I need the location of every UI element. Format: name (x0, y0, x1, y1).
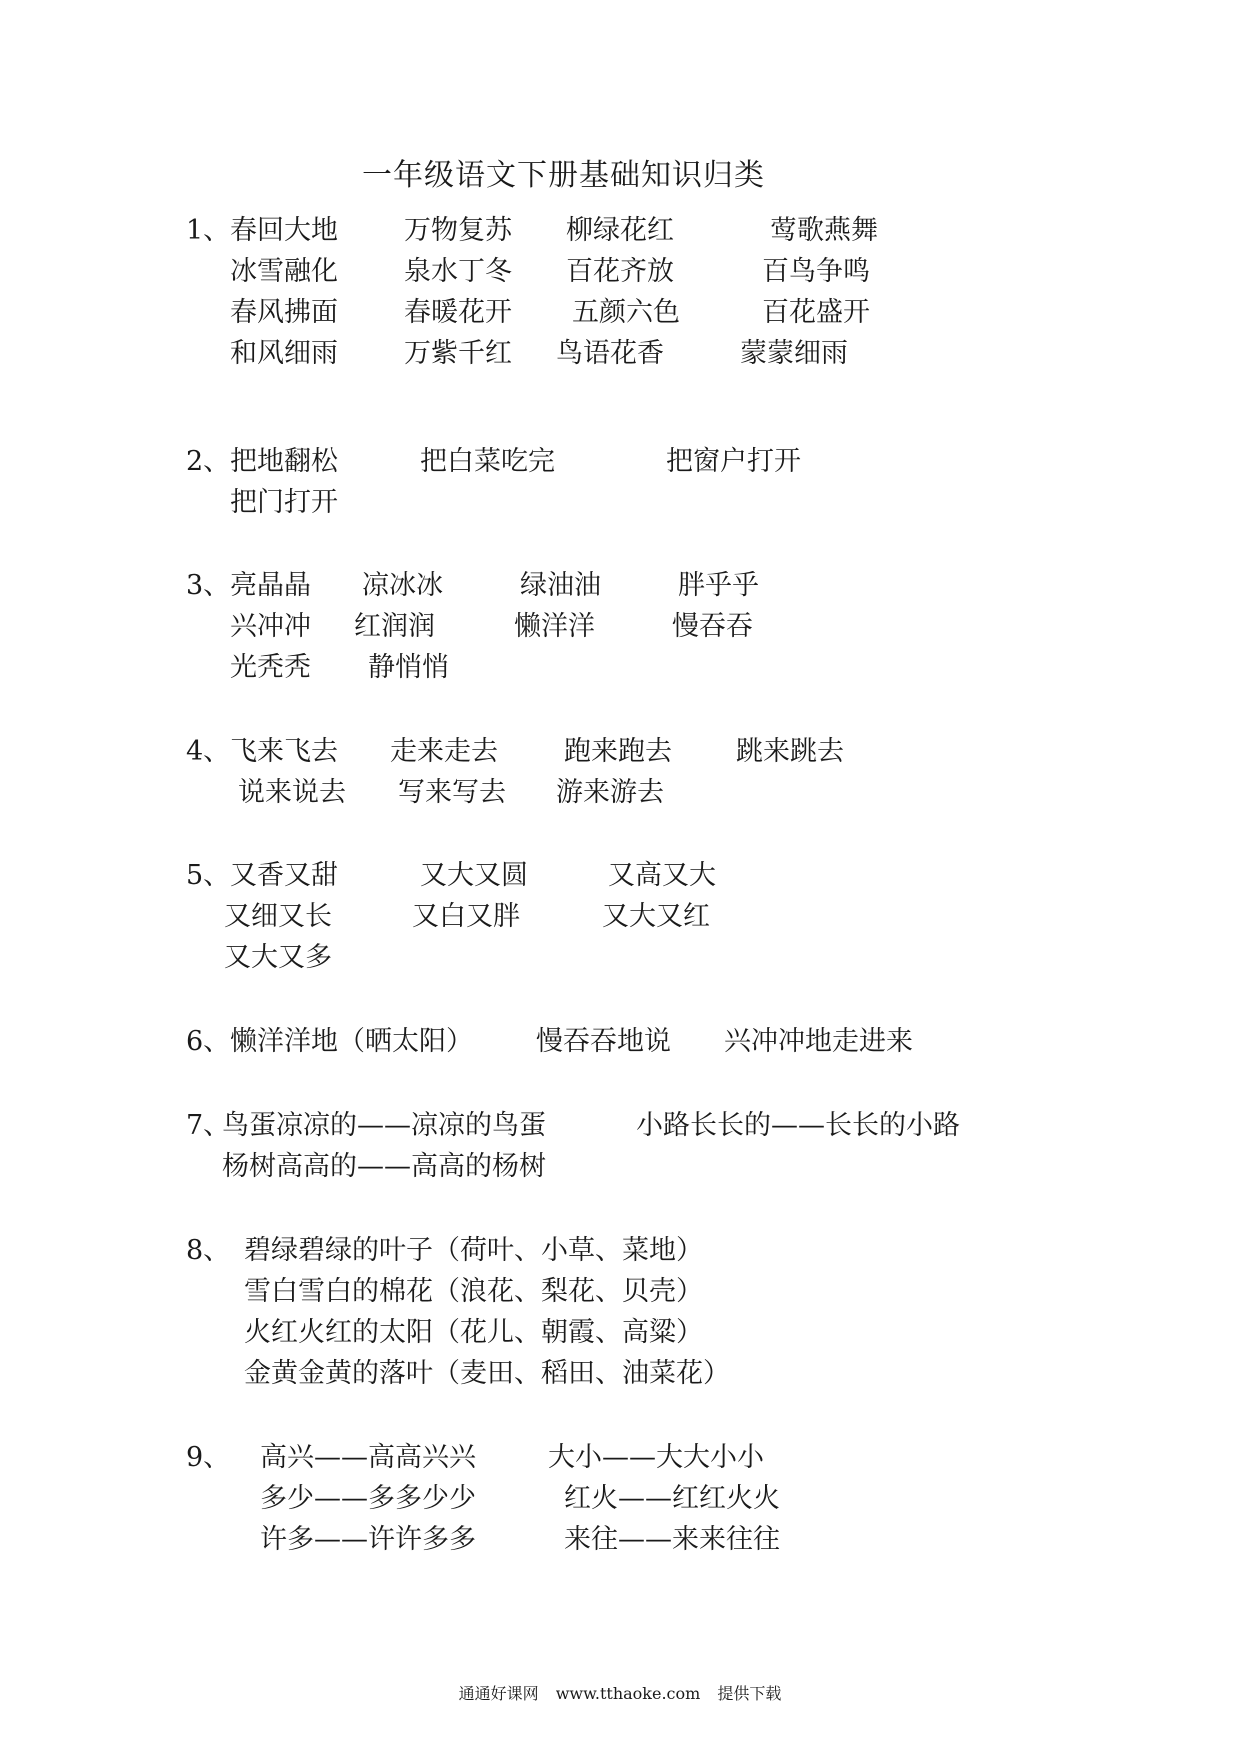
phrase: 蒙蒙细雨 (740, 338, 848, 369)
phrase: 胖乎乎 (678, 570, 759, 601)
phrase: 火红火红的太阳（花儿、朝霞、高粱） (244, 1317, 703, 1348)
phrase: 把窗户打开 (666, 446, 801, 477)
phrase: 碧绿碧绿的叶子（荷叶、小草、菜地） (244, 1235, 703, 1266)
phrase: 游来游去 (556, 777, 664, 808)
phrase: 春回大地 (230, 215, 338, 246)
phrase: 万物复苏 (404, 215, 512, 246)
phrase: 红润润 (354, 611, 435, 642)
phrase: 飞来飞去 (230, 736, 338, 767)
phrase: 百花盛开 (762, 297, 870, 328)
phrase: 跑来跑去 (564, 736, 672, 767)
phrase: 把白菜吃完 (420, 446, 555, 477)
phrase: 许多——许许多多 (260, 1524, 476, 1555)
section-7-number: 7、 (186, 1110, 231, 1141)
phrase: 百花齐放 (566, 256, 674, 287)
phrase: 又大又圆 (420, 860, 528, 891)
section-6-number: 6、 (186, 1026, 231, 1057)
page-title: 一年级语文下册基础知识归类 (362, 158, 765, 193)
phrase: 金黄金黄的落叶（麦田、稻田、油菜花） (244, 1358, 730, 1389)
phrase: 兴冲冲 (230, 611, 311, 642)
section-3-number: 3、 (186, 570, 231, 601)
phrase: 高兴——高高兴兴 (260, 1442, 476, 1473)
phrase: 泉水丁冬 (404, 256, 512, 287)
phrase: 慢吞吞地说 (536, 1026, 671, 1057)
section-4-number: 4、 (186, 736, 231, 767)
page-footer (0, 1681, 1240, 1704)
phrase: 又高又大 (608, 860, 716, 891)
phrase: 跳来跳去 (736, 736, 844, 767)
footer-note: 提供下载 (717, 1684, 782, 1703)
phrase: 雪白雪白的棉花（浪花、梨花、贝壳） (244, 1276, 703, 1307)
phrase: 又香又甜 (230, 860, 338, 891)
phrase: 冰雪融化 (230, 256, 338, 287)
phrase: 绿油油 (520, 570, 601, 601)
phrase: 五颜六色 (572, 297, 680, 328)
phrase: 兴冲冲地走进来 (724, 1026, 913, 1057)
phrase: 万紫千红 (404, 338, 512, 369)
phrase: 杨树高高的——高高的杨树 (222, 1151, 546, 1182)
section-1-number: 1、 (186, 215, 231, 246)
phrase: 又大又红 (602, 901, 710, 932)
phrase: 亮晶晶 (230, 570, 311, 601)
phrase: 慢吞吞 (672, 611, 753, 642)
phrase: 凉冰冰 (362, 570, 443, 601)
phrase: 莺歌燕舞 (770, 215, 878, 246)
phrase: 光秃秃 (230, 652, 311, 683)
phrase: 鸟蛋凉凉的——凉凉的鸟蛋 (222, 1110, 546, 1141)
section-9-number: 9、 (186, 1442, 231, 1473)
footer-site-name: 通通好课网 (458, 1684, 539, 1703)
phrase: 春暖花开 (404, 297, 512, 328)
phrase: 多少——多多少少 (260, 1483, 476, 1514)
phrase: 柳绿花红 (566, 215, 674, 246)
phrase: 懒洋洋地（晒太阳） (230, 1026, 473, 1057)
phrase: 把门打开 (230, 487, 338, 518)
phrase: 又白又胖 (412, 901, 520, 932)
phrase: 红火——红红火火 (564, 1483, 780, 1514)
phrase: 鸟语花香 (556, 338, 664, 369)
phrase: 说来说去 (238, 777, 346, 808)
phrase: 静悄悄 (368, 652, 449, 683)
phrase: 春风拂面 (230, 297, 338, 328)
phrase: 和风细雨 (230, 338, 338, 369)
phrase: 小路长长的——长长的小路 (636, 1110, 960, 1141)
phrase: 懒洋洋 (514, 611, 595, 642)
phrase: 又大又多 (224, 942, 332, 973)
section-2-number: 2、 (186, 446, 231, 477)
phrase: 又细又长 (224, 901, 332, 932)
footer-url-link[interactable]: www.tthaoke.com (555, 1684, 701, 1703)
phrase: 大小——大大小小 (548, 1442, 764, 1473)
phrase: 来往——来来往往 (564, 1524, 780, 1555)
phrase: 写来写去 (398, 777, 506, 808)
phrase: 百鸟争鸣 (762, 256, 870, 287)
phrase: 走来走去 (390, 736, 498, 767)
section-8-number: 8、 (186, 1235, 231, 1266)
section-5-number: 5、 (186, 860, 231, 891)
phrase: 把地翻松 (230, 446, 338, 477)
